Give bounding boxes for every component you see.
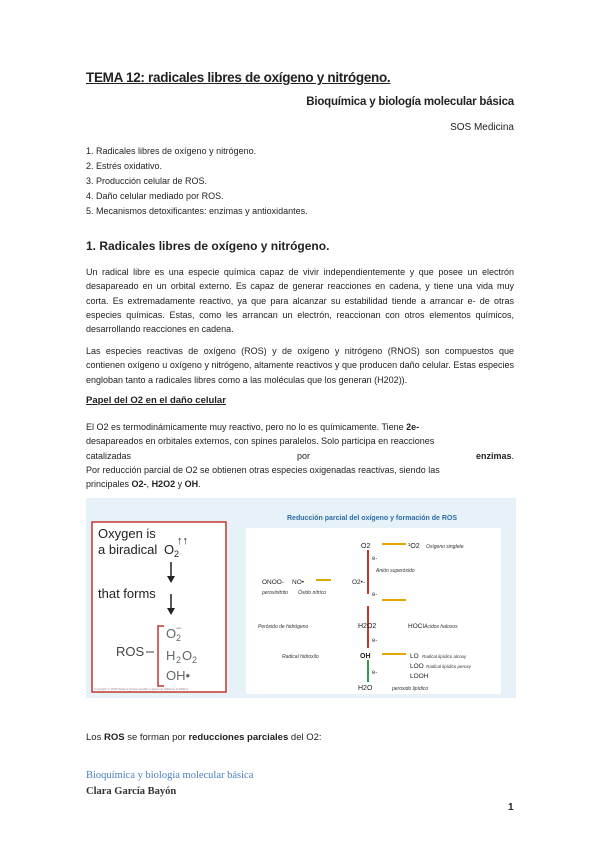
fig-text: Ácidos halosos	[424, 624, 458, 630]
fig-text: a biradical	[98, 542, 158, 557]
fig-text: ↑↑	[177, 535, 188, 547]
text-span: se forman por	[124, 732, 189, 743]
fig-text: H2O2	[358, 623, 377, 630]
text-span: .	[198, 479, 201, 490]
toc-item: 3. Producción celular de ROS.	[86, 176, 208, 186]
fig-text: O	[166, 626, 177, 641]
paragraph-radical-definition: Un radical libre es una especie química capaz de vivir independientemente y que posee un electrón desapareado en un orbital externo. Es capaz de generar reacciones en cadena, y tiene una vida muy corta. Es extremadamente reactivo, ya que para alcanzar su estabilidad tiende a arrancar e- de otras especies químicas. Estas, como les arrancan un electrón, reaccionan con otros elementos químicos, desarrollando reacciones en cadena.	[86, 267, 514, 335]
toc-item: 4. Daño celular mediado por ROS.	[86, 191, 224, 201]
fig-text: Radical lipídico alcoxy	[422, 654, 467, 659]
fig-text: e-	[372, 592, 378, 598]
ros-figure	[86, 498, 516, 698]
toc-item: 2. Estrés oxidativo.	[86, 161, 163, 171]
fig-text: e-	[372, 638, 378, 644]
fig-text: 2	[174, 549, 180, 559]
fig-title: Reducción parcial del oxígeno y formación de ROS	[287, 515, 457, 522]
subsection-heading: Papel del O2 en el daño celular	[86, 395, 226, 406]
fig-text: LO	[410, 653, 419, 660]
fig-text: 2	[192, 655, 198, 665]
text-span: Los	[86, 732, 104, 743]
fig-text: O2•-	[352, 579, 366, 586]
table-of-contents	[86, 144, 516, 219]
fig-text: Oxígeno singlete	[426, 544, 464, 550]
text-span: por	[296, 450, 310, 461]
text-span-bold: reducciones parciales	[188, 732, 289, 743]
text-span-bold: OH	[184, 479, 199, 490]
fig-text: OH•	[166, 668, 191, 683]
footer-author: Clara García Bayón	[86, 786, 177, 797]
fig-text: LOOH	[410, 673, 429, 680]
fig-text: LOO	[410, 663, 424, 670]
fig-text: ONOO-	[262, 579, 285, 586]
fig-text: ¹O2	[408, 543, 420, 550]
fig-text: ROS	[116, 644, 145, 659]
text-span: El O2 es termodinámicamente muy reactivo, pero no lo es químicamente. Tiene	[86, 422, 407, 432]
fig-text: H2O	[358, 685, 373, 692]
text-line: desapareados en orbitales externos, con spines paralelos. Solo participa en reacciones	[86, 436, 435, 447]
fig-text: Óxido nítrico	[298, 590, 327, 596]
fig-text: e-	[372, 556, 378, 562]
fig-copyright: Copyright © 2005 Wolters Kluwer Health | Lippincott Williams & Wilkins	[94, 687, 189, 691]
fig-text: O2	[361, 543, 371, 550]
section-heading: 1. Radicales libres de oxígeno y nitrógeno.	[86, 239, 330, 253]
course-subtitle: Bioquímica y biología molecular básica	[306, 96, 514, 108]
text-span-bold: enzimas	[475, 450, 512, 461]
text-span: .	[511, 450, 514, 461]
text-span-bold: O2-	[131, 479, 147, 490]
fig-text: 2	[176, 655, 182, 665]
toc-item: 1. Radicales libres de oxígeno y nitrógeno.	[86, 146, 257, 156]
paragraph-ros-rnos: Las especies reactivas de oxígeno (ROS) y de oxígeno y nitrógeno (RNOS) son compuestos que contienen oxígeno u oxígeno y nitrógeno, altamente reactivos y que producen daño celular. Estas especies engloban tanto a radicales libres como a las moléculas que los generan (H202)).	[86, 346, 514, 385]
text-span: del O2:	[288, 732, 322, 743]
fig-text: HOCl	[408, 623, 424, 630]
text-line: Por reducción parcial de O2 se obtienen otras especies oxigenadas reactivas, siendo las	[86, 464, 440, 475]
text-span-bold: H2O2	[151, 479, 176, 490]
fig-text: peroxinitrito	[262, 590, 288, 596]
fig-text: 2	[176, 633, 182, 643]
footer-subject: Bioquímica y biología molecular básica	[86, 770, 254, 781]
source-label: SOS Medicina	[450, 122, 514, 133]
fig-text: OH	[360, 653, 371, 660]
text-span: y	[175, 479, 185, 490]
fig-text: NO•	[292, 579, 305, 586]
ros-formation-panel	[246, 515, 501, 694]
fig-text: Anión superóxido	[376, 568, 415, 574]
fig-text: Oxygen is	[98, 526, 156, 541]
fig-text: Peróxido de hidrógeno	[258, 624, 309, 630]
oxygen-biradical-panel	[92, 522, 226, 692]
text-span: ,	[146, 479, 152, 490]
text-span-bold: 2e-	[406, 422, 420, 432]
fig-text: e-	[372, 670, 378, 676]
fig-text: O	[164, 542, 175, 557]
fig-text: H	[166, 648, 176, 663]
toc-item: 5. Mecanismos detoxificantes: enzimas y antioxidantes.	[86, 206, 308, 216]
text-span: principales	[86, 479, 132, 490]
page-title: TEMA 12: radicales libres de oxígeno y nitrógeno.	[86, 70, 391, 85]
figure-caption	[86, 732, 322, 743]
fig-text: that forms	[98, 586, 156, 601]
fig-text: Radical hidroxilo	[282, 654, 319, 660]
fig-text: Radical lipídico peroxy	[426, 664, 472, 669]
fig-text: −	[176, 623, 182, 633]
paragraph-o2-role	[86, 420, 514, 491]
text-span: catalizadas	[86, 450, 132, 461]
fig-text: O	[182, 648, 193, 663]
fig-text: peroxido lipídico	[392, 686, 429, 692]
text-span-bold: ROS	[103, 732, 125, 743]
page-number: 1	[508, 802, 514, 813]
